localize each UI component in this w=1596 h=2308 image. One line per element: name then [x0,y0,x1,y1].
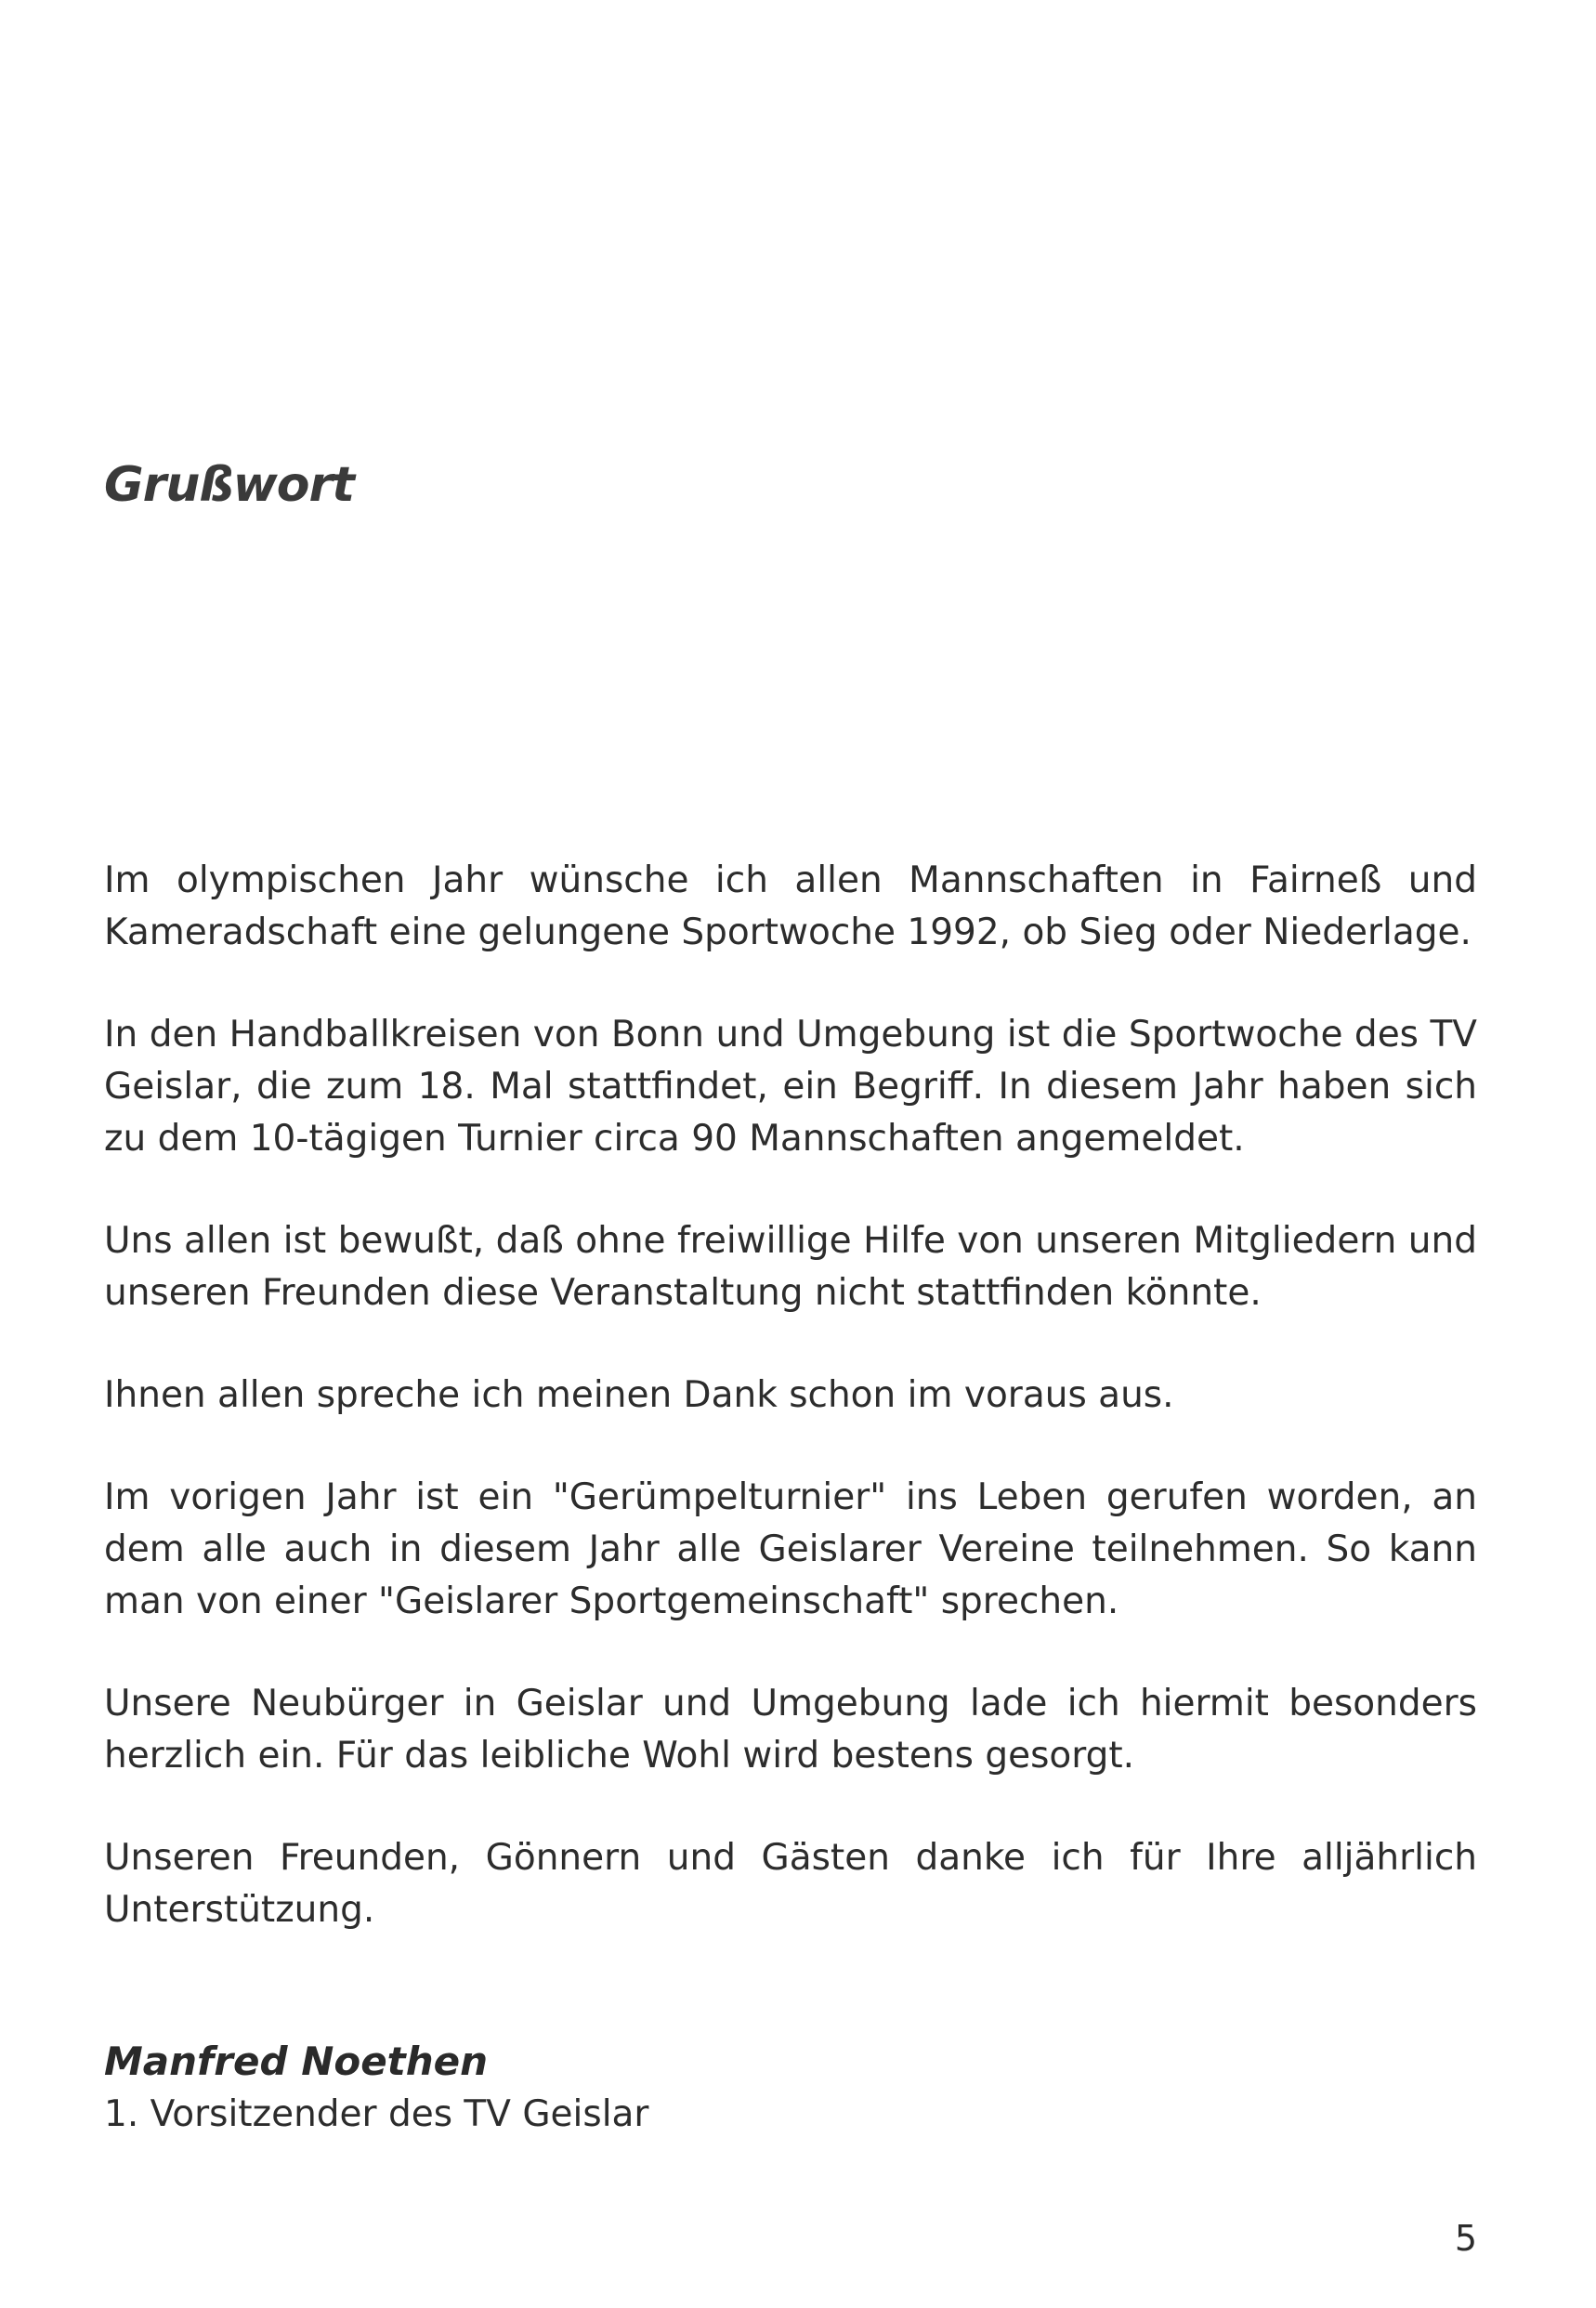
signatory-role: 1. Vorsitzender des TV Geislar [104,2093,649,2135]
page-title: Grußwort [104,457,355,513]
paragraph-3: Uns allen ist bewußt, daß ohne freiwillige Hilfe von unseren Mitgliedern und unseren Freunden diese Veranstaltung nicht stattfinden könnte. [104,1220,1477,1314]
signature-block [104,2035,1219,2141]
paragraph-5: Im vorigen Jahr ist ein "Gerümpelturnier" ins Leben gerufen worden, an dem alle auch in diesem Jahr alle Geislarer Vereine teilnehmen. So kann man von einer "Geislarer Sportgemeinschaft" sprechen. [104,1476,1477,1622]
letter-body [104,855,1477,1987]
page-number: 5 [1454,2218,1477,2259]
paragraph-4: Ihnen allen spreche ich meinen Dank schon im voraus aus. [104,1374,1174,1416]
paragraph-7: Unseren Freunden, Gönnern und Gästen danke ich für Ihre alljährlich Unterstützung. [104,1837,1477,1931]
signatory-name: Manfred Noethen [104,2039,489,2084]
paragraph-2: In den Handballkreisen von Bonn und Umgebung ist die Sportwoche des TV Geislar, die zum 18. Mal stattfindet, ein Begriff. In diesem Jahr haben sich zu dem 10-tägigen Turnier circa 90 Mannschaften angemeldet. [104,1014,1477,1160]
paragraph-6: Unsere Neubürger in Geislar und Umgebung lade ich hiermit besonders herzlich ein. Für das leibliche Wohl wird bestens gesorgt. [104,1683,1477,1777]
paragraph-1: Im olympischen Jahr wünsche ich allen Mannschaften in Fairneß und Kameradschaft eine gelungene Sportwoche 1992, ob Sieg oder Niederlage. [104,859,1477,953]
